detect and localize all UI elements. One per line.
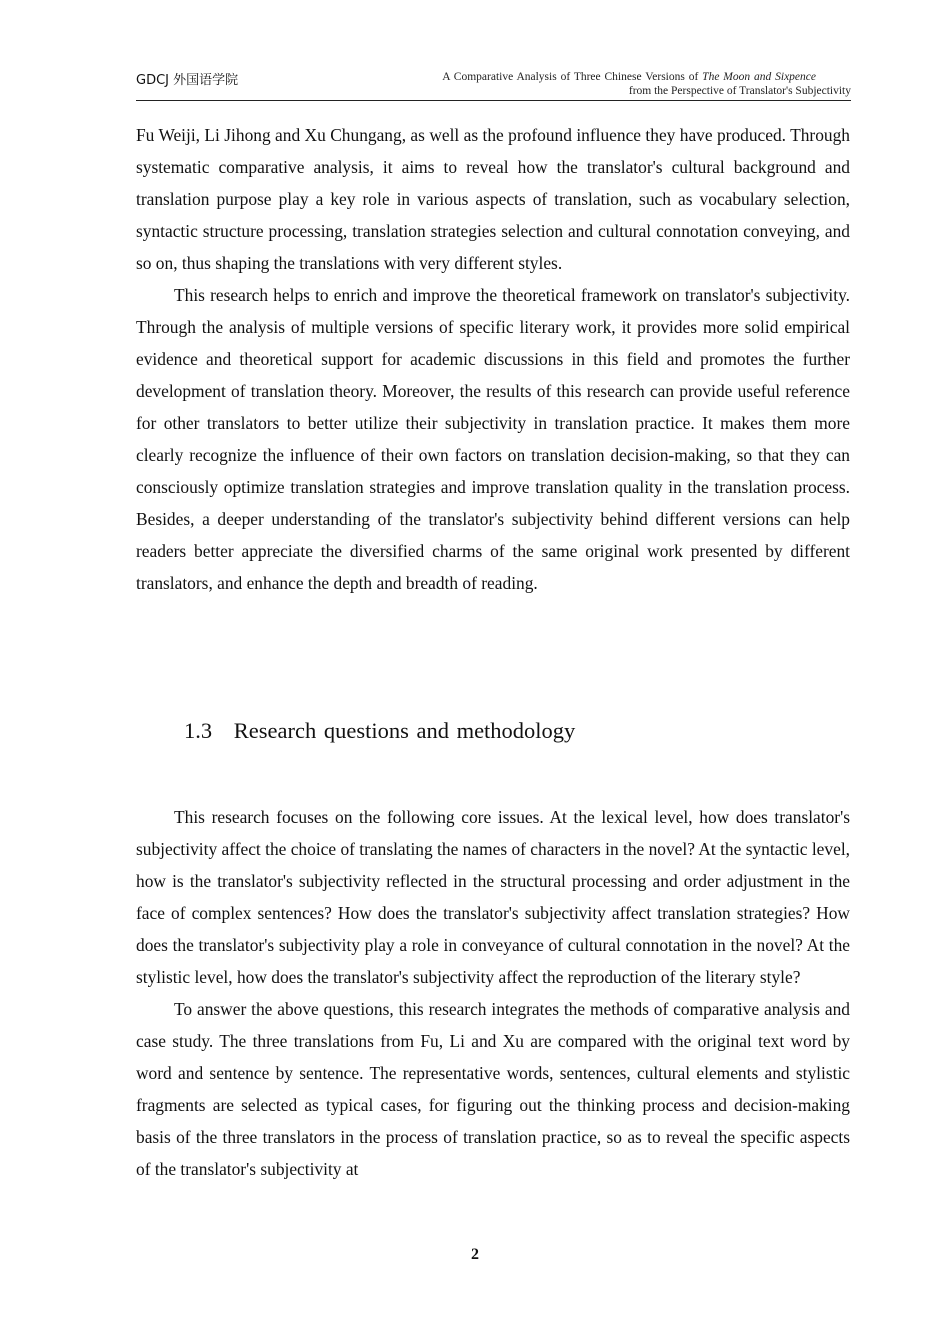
header-book-title: The Moon and Sixpence — [702, 71, 816, 83]
page-number: 2 — [471, 1246, 479, 1263]
section-number: 1.3 — [184, 718, 213, 743]
header-institution: GDCJ 外国语学院 — [136, 73, 239, 88]
running-header — [136, 66, 851, 101]
header-title-block — [442, 70, 851, 98]
body-text-bottom — [136, 801, 850, 1185]
paragraph-research-questions: This research focuses on the following core issues. At the lexical level, how does translator's subjectivity affect the choice of translating the names of characters in the novel? At the syntactic level, how is the translator's subjectivity reflected in the structural processing and order adjustment in the face of complex sentences? How does the translator's subjectivity affect translation strategies? How does the translator's subjectivity play a role in conveyance of cultural connotation in the novel? At the stylistic level, how does the translator's subjectivity affect the reproduction of the literary style? — [136, 807, 850, 987]
paragraph-continued: Fu Weiji, Li Jihong and Xu Chungang, as well as the profound influence they have produced. Through systematic comparative analysis, it aims to reveal how the translator's cultural background and translation purpose play a key role in various aspects of translation, such as vocabulary selection, syntactic structure processing, translation strategies selection and cultural connotation conveying, and so on, thus shaping the translations with very different styles. — [136, 125, 850, 273]
section-heading — [184, 718, 575, 744]
header-title-line-1 — [442, 70, 851, 84]
header-title-line-2: from the Perspective of Translator's Subjectivity — [628, 85, 851, 97]
paragraph-significance: This research helps to enrich and improve the theoretical framework on translator's subjectivity. Through the analysis of multiple versions of specific literary work, it provides more solid empirical evidence and theoretical support for academic discussions in this field and promotes the further development of translation theory. Moreover, the results of this research can provide useful reference for other translators to better utilize their subjectivity in translation practice. It makes them more clearly recognize the influence of their own factors on translation decision-making, so that they can consciously optimize translation strategies and improve translation quality in the translation process. Besides, a deeper understanding of the translator's subjectivity behind different versions can help readers better appreciate the diversified charms of the same original work presented by different translators, and enhance the depth and breadth of reading. — [136, 285, 850, 593]
section-title: Research questions and methodology — [233, 718, 576, 743]
header-title-prefix: A Comparative Analysis of Three Chinese Versions of — [442, 71, 699, 83]
body-text-top — [136, 119, 850, 599]
paragraph-methodology: To answer the above questions, this research integrates the methods of comparative analysis and case study. The three translations from Fu, Li and Xu are compared with the original text word by word and sentence by sentence. The representative words, sentences, cultural elements and stylistic fragments are selected as typical cases, for figuring out the thinking process and decision-making basis of the three translators in the process of translation practice, so as to reveal the specific aspects of the translator's subjectivity at — [136, 999, 850, 1179]
